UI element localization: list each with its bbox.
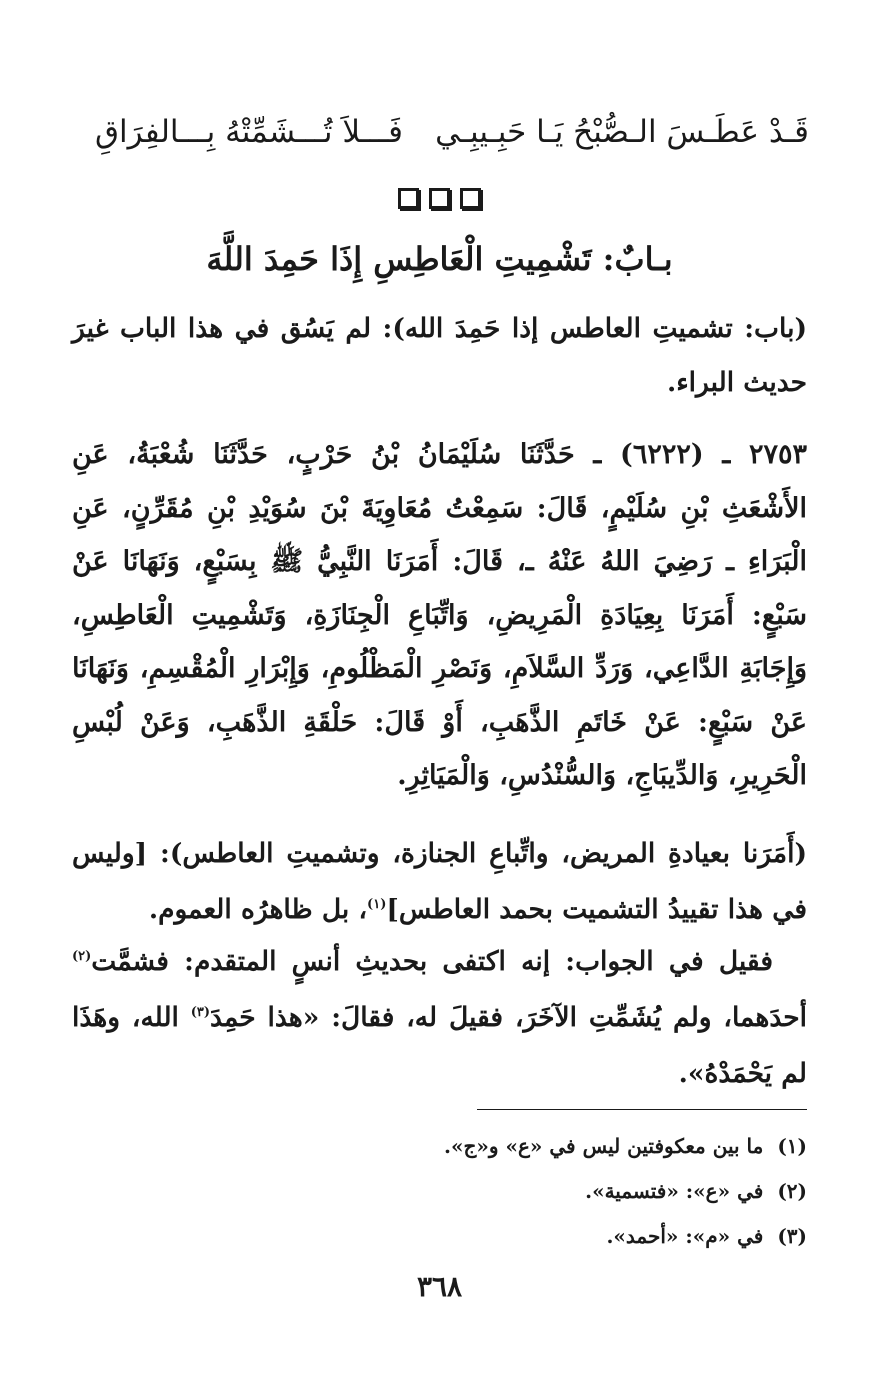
commentary-text: ، بل ظاهرُه العموم.: [148, 894, 368, 925]
hadith-text: ٢٧٥٣ ـ (٦٢٢٢) ـ حَدَّثَنَا سُلَيْمَانُ بْنُ حَرْبٍ، حَدَّثَنَا شُعْبَةُ، عَنِ الأَشْعَثِ بْنِ سُلَيْمٍ، قَالَ: سَمِعْتُ مُعَاوِيَةَ بْنَ سُوَيْدِ بْنِ مُقَرِّنٍ، عَنِ الْبَرَاءِ ـ رَضِيَ اللهُ عَنْهُ ـ، قَالَ: أَمَرَنَا النَّبِيُّ ﷺ بِسَبْعٍ، وَنَهَانَا عَنْ سَبْعٍ: أَمَرَنَا بِعِيَادَةِ الْمَرِيضِ، وَاتِّبَاعِ الْجِنَازَةِ، وَتَشْمِيتِ الْعَاطِسِ، وَإِجَابَةِ الدَّاعِي، وَرَدِّ السَّلاَمِ، وَنَصْرِ الْمَظْلُومِ، وَإِبْرَارِ الْمُقْسِمِ، وَنَهَانَا عَنْ سَبْعٍ: عَنْ خَاتَمِ الذَّهَبِ، أَوْ قَالَ: حَلْقَةِ الذَّهَبِ، وَعَنْ لُبْسِ الْحَرِيرِ، وَالدِّيبَاجِ، وَالسُّنْدُسِ، وَالْمَيَاثِرِ.: [72, 439, 807, 791]
footnote-item: [72, 1124, 807, 1169]
footnote-text: ما بين معكوفتين ليس في «ع» و«ج».: [443, 1134, 764, 1158]
divider-square-icon: [429, 188, 450, 209]
page-number: ٣٦٨: [416, 1270, 463, 1303]
verse-second-hemistich: فَـــلاَ تُـــشَمِّتْهُ بِـــالفِرَاقِ: [95, 114, 403, 150]
footnote-ref: (٢): [72, 949, 92, 965]
chapter-title: بـابٌ: تَشْمِيتِ الْعَاطِسِ إِذَا حَمِدَ اللَّهَ: [206, 240, 673, 278]
footnotes-list: [72, 1124, 807, 1259]
commentary-paragraph-1: [72, 826, 807, 938]
commentary-text: فقيل في الجواب: إنه اكتفى بحديثِ أنسٍ المتقدم: فشمَّت: [91, 946, 773, 977]
poetry-verse: [95, 110, 809, 154]
chapter-intro-paragraph: (باب: تشميتِ العاطس إذا حَمِدَ الله): لم يَسُق في هذا الباب غيرَ حديث البراء.: [72, 313, 807, 398]
section-divider-ornament: [0, 188, 879, 209]
verse-first-hemistich: قَـدْ عَطَـسَ الـصُّبْحُ يَـا حَبِـيبِـي: [435, 114, 809, 150]
divider-square-icon: [460, 188, 481, 209]
footnote-number: (٣): [777, 1224, 807, 1248]
footnote-text: في «ع»: «فتسمية».: [585, 1179, 764, 1203]
commentary-text: الله، وهَذَا لم يَحْمَدْهُ».: [72, 1002, 807, 1089]
footnote-ref: (١): [367, 897, 387, 913]
footnote-separator: [477, 1109, 807, 1110]
footnote-ref: (٣): [190, 1005, 211, 1021]
footnote-item: [72, 1169, 807, 1214]
footnote-text: في «م»: «أحمد».: [606, 1224, 764, 1248]
commentary-text: أحدَهما، ولم يُشَمِّتِ الآخَرَ، فقيلَ له، فقالَ: «هذا حَمِدَ: [210, 1002, 808, 1033]
commentary-paragraph-2: [72, 934, 807, 1102]
footnote-item: [72, 1214, 807, 1259]
divider-square-icon: [398, 188, 419, 209]
footnote-number: (٢): [777, 1179, 807, 1203]
footnote-number: (١): [777, 1134, 807, 1158]
commentary-text: (أَمَرَنا بعيادةِ المريض، واتِّباعِ الجنازة، وتشميتِ العاطس): [وليس في هذا تقييدُ التشميت بحمد العاطس]: [72, 838, 807, 925]
